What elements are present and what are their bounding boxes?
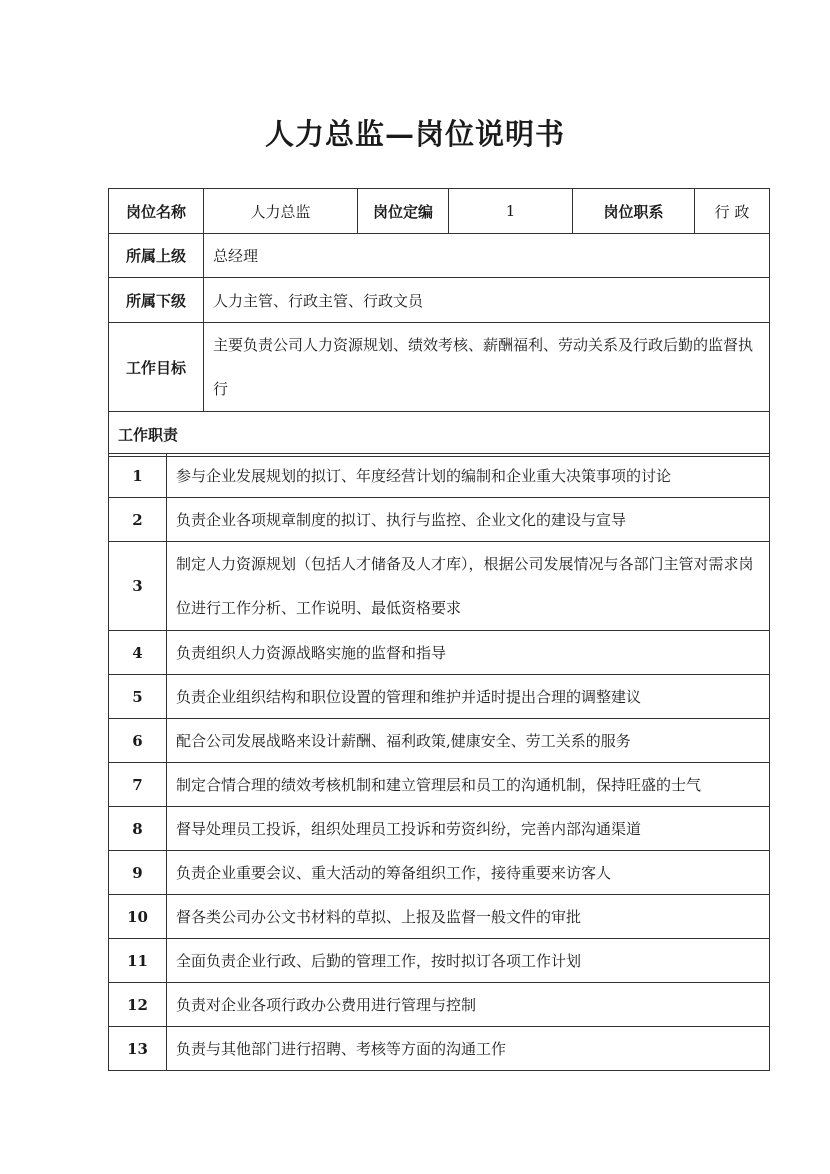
duty-number: 4 (109, 631, 167, 675)
duty-text: 负责企业各项规章制度的拟订、执行与监控、企业文化的建设与宣导 (167, 498, 770, 542)
info-table (108, 188, 770, 457)
duty-row (109, 851, 770, 895)
duty-row (109, 895, 770, 939)
duty-number: 3 (109, 542, 167, 631)
duty-text: 负责企业组织结构和职位设置的管理和维护并适时提出合理的调整建议 (167, 675, 770, 719)
duty-number: 12 (109, 983, 167, 1027)
duty-number: 10 (109, 895, 167, 939)
post-name-label: 岗位名称 (109, 189, 204, 234)
duty-number: 5 (109, 675, 167, 719)
duty-row (109, 1027, 770, 1071)
duty-row (109, 454, 770, 498)
superior-value: 总经理 (204, 234, 770, 278)
category-value: 行 政 (695, 189, 770, 234)
goal-label: 工作目标 (109, 323, 204, 412)
duty-text: 督导处理员工投诉，组织处理员工投诉和劳资纠纷，完善内部沟通渠道 (167, 807, 770, 851)
duty-text: 参与企业发展规划的拟订、年度经营计划的编制和企业重大决策事项的讨论 (167, 454, 770, 498)
duty-number: 2 (109, 498, 167, 542)
category-label: 岗位职系 (573, 189, 695, 234)
duty-text: 配合公司发展战略来设计薪酬、福利政策,健康安全、劳工关系的服务 (167, 719, 770, 763)
duty-text: 制定合情合理的绩效考核机制和建立管理层和员工的沟通机制，保持旺盛的士气 (167, 763, 770, 807)
duty-text: 负责对企业各项行政办公费用进行管理与控制 (167, 983, 770, 1027)
duty-number: 9 (109, 851, 167, 895)
duty-row (109, 498, 770, 542)
duty-number: 6 (109, 719, 167, 763)
superior-label: 所属上级 (109, 234, 204, 278)
duties-section-label: 工作职责 (109, 412, 770, 457)
duty-row (109, 719, 770, 763)
duty-row (109, 542, 770, 631)
duty-text: 制定人力资源规划（包括人才储备及人才库），根据公司发展情况与各部门主管对需求岗位进行工作分析、工作说明、最低资格要求 (167, 542, 770, 631)
duty-text: 负责与其他部门进行招聘、考核等方面的沟通工作 (167, 1027, 770, 1071)
duty-row (109, 939, 770, 983)
duties-table (108, 453, 770, 1071)
subordinate-label: 所属下级 (109, 278, 204, 323)
duty-number: 13 (109, 1027, 167, 1071)
duty-text: 全面负责企业行政、后勤的管理工作，按时拟订各项工作计划 (167, 939, 770, 983)
duty-row (109, 807, 770, 851)
duty-number: 7 (109, 763, 167, 807)
quota-value: 1 (449, 189, 573, 234)
duty-row (109, 631, 770, 675)
subordinate-value: 人力主管、行政主管、行政文员 (204, 278, 770, 323)
post-name-value: 人力总监 (204, 189, 358, 234)
page-title: 人力总监—岗位说明书 (264, 117, 565, 151)
duty-text: 督各类公司办公文书材料的草拟、上报及监督一般文件的审批 (167, 895, 770, 939)
quota-label: 岗位定编 (358, 189, 449, 234)
duty-row (109, 675, 770, 719)
duty-text: 负责组织人力资源战略实施的监督和指导 (167, 631, 770, 675)
duty-text: 负责企业重要会议、重大活动的筹备组织工作，接待重要来访客人 (167, 851, 770, 895)
duty-number: 8 (109, 807, 167, 851)
duty-number: 11 (109, 939, 167, 983)
duty-number: 1 (109, 454, 167, 498)
duty-row (109, 763, 770, 807)
goal-value: 主要负责公司人力资源规划、绩效考核、薪酬福利、劳动关系及行政后勤的监督执行 (204, 323, 770, 412)
duty-row (109, 983, 770, 1027)
